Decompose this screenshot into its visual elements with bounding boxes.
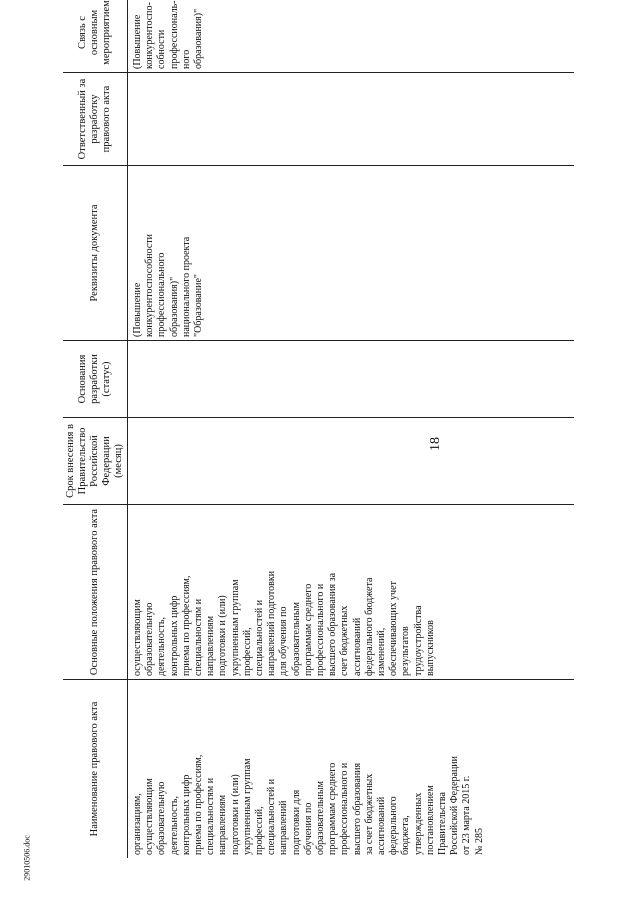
cell-requisites: (Повышение конкурентоспособности профессионального образования)" национального проекта "Образование" [128, 166, 575, 341]
table-header-row [63, 0, 128, 858]
header-submission-deadline: Срок внесения в Правительство Российской Федерации (месяц) [63, 418, 128, 505]
legal-acts-table [63, 0, 574, 858]
header-main-provisions: Основные положения правового акта [63, 505, 128, 680]
cell-basis [128, 341, 575, 418]
document-code: 29010506.doc [22, 835, 32, 881]
cell-link: (Повышение конкурентоспо- собности профессиональ- ного образования)" [132, 0, 205, 69]
header-responsible: Ответственный за разработку правового акта [63, 73, 128, 166]
cell-submission-deadline [128, 418, 575, 505]
rotated-table-container [63, 0, 598, 858]
cell-act-name: организациям, осуществляющим образовательную деятельность, контрольных цифр приема по профессиям, специальностям и направлениям подготовки и (или) укрупненным группам профессий, специальностей и направлений подготовки для обучения по образовательным программам среднего профессионального и высшего образования за счет бюджетных ассигнований федерального бюджета, утвержденных постановлением Правительства Российской Федерации от 23 марта 2015 г. № 285 [128, 680, 575, 859]
header-link: Связь с основным мероприятием [63, 0, 128, 73]
table-row [128, 0, 575, 858]
cell-main-provisions: осуществляющим образовательную деятельность, контрольных цифр приема по профессиям, специальностям и направлениям подготовки и (или) укрупненным группам профессий, специальностей и направлений подготовки для обучения по образовательным программам среднего профессионального и высшего образования за счет бюджетных ассигнований федерального бюджета изменений, обеспечивающих учет результатов трудоустройства выпускников [128, 505, 575, 680]
header-basis: Основания разработки (статус) [63, 341, 128, 418]
header-requisites: Реквизиты документа [63, 166, 128, 341]
page-number: 18 [428, 437, 443, 451]
header-act-name: Наименование правового акта [63, 680, 128, 859]
cell-responsible [128, 73, 575, 166]
